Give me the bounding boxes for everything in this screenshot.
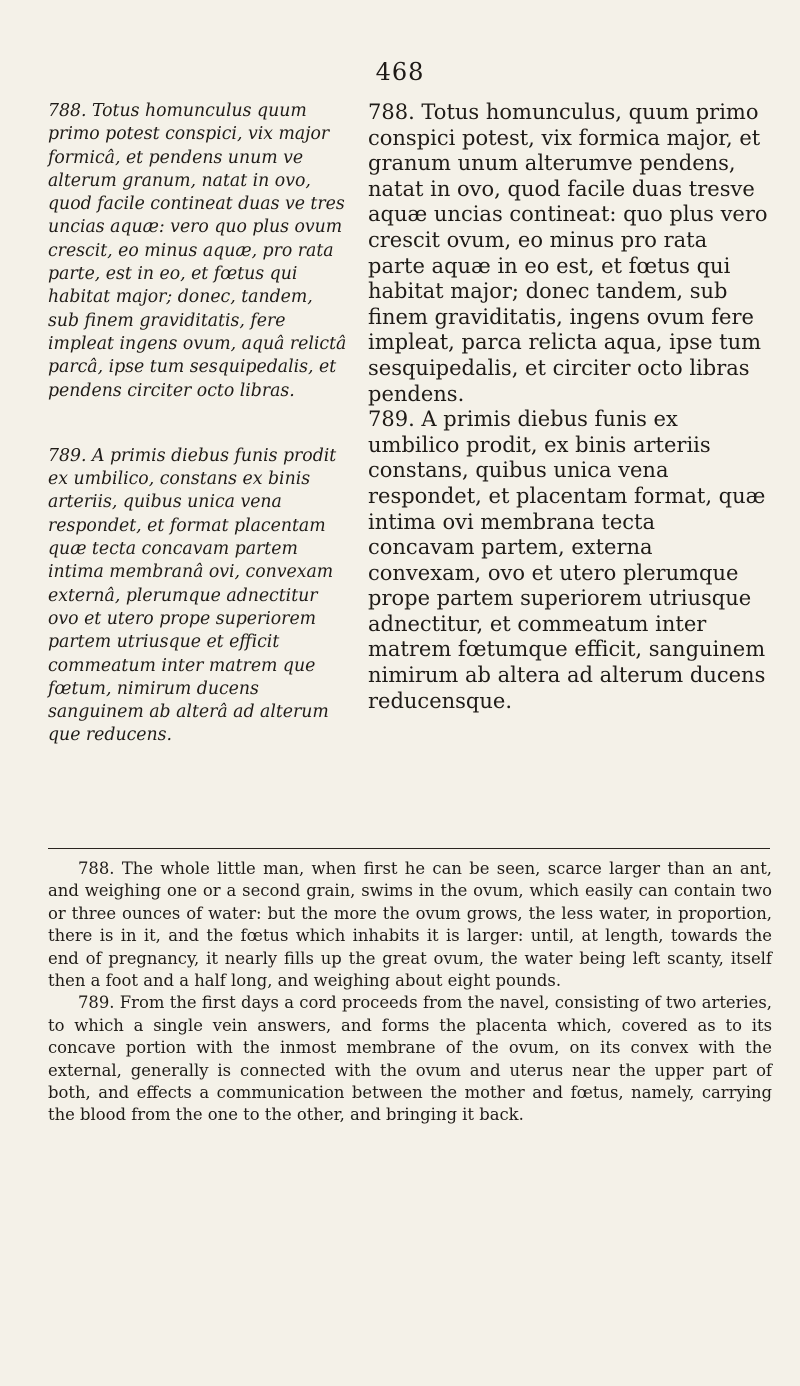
english-paragraph-788: 788. The whole little man, when first he can be seen, scarce larger than an ant, and weighing one or a second grain, swims in the ovum, which easily can contain two or three ounces of water: but the more the ovum grows, the less water, in proportion, there is in it, and the fœtus which inhabits it is larger: until, at length, towards the end of pregnancy, it nearly fills up the great ovum, the water being left scanty, itself then a foot and a half long, and weighing about eight pounds. bbox=[48, 859, 772, 991]
latin-italic-paragraph-788: 788. Totus homunculus quum primo potest conspici, vix major formicâ, et pendens unum ve alterum granum, natat in ovo, quod facile contineat duas ve tres uncias aquæ: vero quo plus ovum crescit, eo minus aquæ, pro rata parte, est in eo, et fœtus qui habitat major; donec, tandem, sub finem graviditatis, fere impleat ingens ovum, aquâ relictâ parcâ, ipse tum sesquipedalis, et pendens circiter octo libras. bbox=[48, 101, 347, 401]
page-number: 468 bbox=[375, 58, 425, 86]
latin-roman-column bbox=[368, 100, 768, 714]
latin-italic-column bbox=[48, 100, 348, 748]
latin-italic-paragraph-789: 789. A primis diebus funis prodit ex umbilico, constans ex binis arteriis, quibus unica vena respondet, et format placentam quæ tecta concavam partem intima membranâ ovi, convexam externâ, plerumque adnectitur ovo et utero prope superiorem partem utriusque et efficit commeatum inter matrem que fœtum, nimirum ducens sanguinem ab alterâ ad alterum que reducens. bbox=[48, 445, 337, 746]
latin-roman-paragraph-788: 788. Totus homunculus, quum primo conspici potest, vix formica major, et granum unum alterumve pendens, natat in ovo, quod facile duas tresve aquæ uncias contineat: quo plus vero crescit ovum, eo minus pro rata parte aquæ in eo est, et fœtus qui habitat major; donec tandem, sub finem graviditatis, ingens ovum fere impleat, parca relicta aqua, ipse tum sesquipedalis, et circiter octo libras pendens. bbox=[368, 100, 768, 406]
english-paragraph-789: 789. From the first days a cord proceeds from the navel, consisting of two arteries, to which a single vein answers, and forms the placenta which, covered as to its concave portion with the inmost membrane of the ovum, on its convex with the external, generally is connected with the ovum and uterus near the upper part of both, and effects a communication between the mother and fœtus, namely, carrying the blood from the one to the other, and bringing it back. bbox=[48, 993, 772, 1125]
section-divider bbox=[48, 848, 770, 849]
english-translation bbox=[48, 858, 772, 1127]
latin-roman-paragraph-789: 789. A primis diebus funis ex umbilico prodit, ex binis arteriis constans, quibus unica vena respondet, et placentam format, quæ intima ovi membrana tecta concavam partem, externa convexam, ovo et utero plerumque prope partem superiorem utriusque adnectitur, et commeatum inter matrem fœtumque efficit, sanguinem nimirum ab altera ad alterum ducens reducensque. bbox=[368, 407, 766, 713]
